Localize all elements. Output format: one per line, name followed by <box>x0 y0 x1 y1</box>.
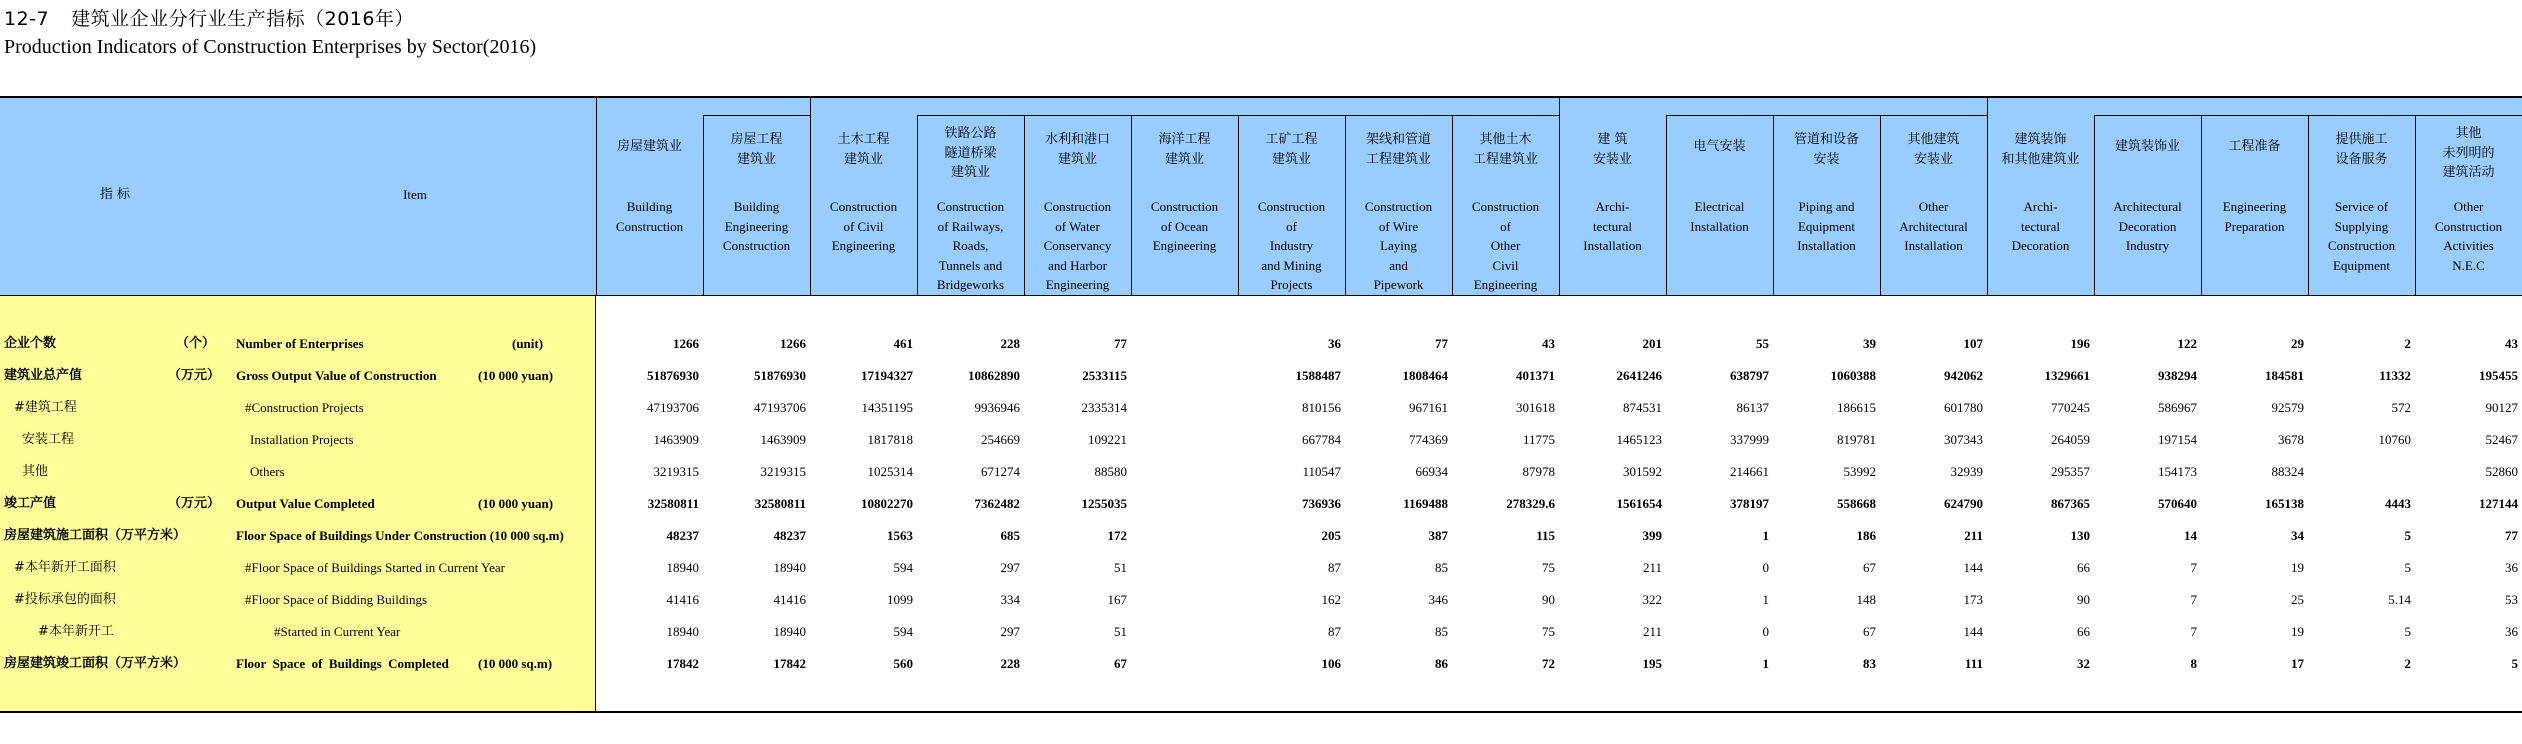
table-cell: 736936 <box>1302 496 1341 511</box>
column-header: 铁路公路 隧道桥梁 建筑业 Construction of Railways, Roads, Tunnels and Bridgeworks <box>936 126 1005 292</box>
table-cell: 201 <box>1642 336 1662 351</box>
table-cell: 18940 <box>773 624 806 639</box>
item-header: Item <box>403 187 427 202</box>
group-rule <box>2094 115 2522 116</box>
table-cell: 1099 <box>887 592 913 607</box>
table-cell: 186615 <box>1837 400 1876 415</box>
table-cell: 106 <box>1321 656 1341 671</box>
table-cell: 7 <box>2190 592 2197 607</box>
column-divider <box>1666 115 1667 295</box>
table-cell: 594 <box>893 624 913 639</box>
table-cell: 39 <box>1863 336 1876 351</box>
group-rule <box>917 115 1559 116</box>
table-cell: 67 <box>1863 560 1876 575</box>
group-rule <box>703 115 810 116</box>
table-cell: 19 <box>2291 624 2304 639</box>
table-cell: 53992 <box>1843 464 1876 479</box>
table-cell: 297 <box>1000 624 1020 639</box>
table-cell: 301592 <box>1623 464 1662 479</box>
column-divider <box>2201 115 2202 295</box>
table-cell: 154173 <box>2158 464 2197 479</box>
table-cell: 1025314 <box>867 464 913 479</box>
table-cell: 10862890 <box>968 368 1020 383</box>
table-cell: 7362482 <box>974 496 1020 511</box>
table-cell: 5 <box>2404 624 2411 639</box>
table-row <box>0 488 2522 520</box>
table-cell: 671274 <box>981 464 1020 479</box>
row-label-cn: 房屋建筑竣工面积（万平方米） <box>4 656 187 671</box>
table-cell: 228 <box>1000 336 1020 351</box>
table-cell: 594 <box>893 560 913 575</box>
table-cell: 3219315 <box>760 464 806 479</box>
table-row <box>0 424 2522 456</box>
table-cell: 938294 <box>2158 368 2197 383</box>
table-cell: 67 <box>1114 656 1127 671</box>
table-cell: 19 <box>2291 560 2304 575</box>
table-cell: 90 <box>1542 592 1555 607</box>
table-cell: 558668 <box>1837 496 1876 511</box>
row-label-en: #Floor Space of Bidding Buildings <box>245 592 427 607</box>
table-cell: 77 <box>1114 336 1127 351</box>
table-cell: 819781 <box>1837 432 1876 447</box>
column-divider <box>2094 115 2095 295</box>
table-cell: 211 <box>1642 624 1662 639</box>
table-cell: 254669 <box>981 432 1020 447</box>
row-label-en: Gross Output Value of Construction <box>236 368 437 383</box>
column-divider <box>703 115 704 295</box>
table-cell: 401371 <box>1516 368 1555 383</box>
table-cell: 67 <box>1863 624 1876 639</box>
table-cell: 172 <box>1107 528 1127 543</box>
table-cell: 8 <box>2190 656 2197 671</box>
table-cell: 51 <box>1114 624 1127 639</box>
table-cell: 162 <box>1321 592 1341 607</box>
table-cell: 5.14 <box>2388 592 2411 607</box>
table-cell: 83 <box>1863 656 1876 671</box>
table-cell: 11775 <box>1522 432 1555 447</box>
table-cell: 111 <box>1964 656 1983 671</box>
table-cell: 17842 <box>773 656 806 671</box>
table-cell: 3219315 <box>653 464 699 479</box>
table-cell: 17842 <box>666 656 699 671</box>
table-cell: 7 <box>2190 560 2197 575</box>
table-cell: 25 <box>2291 592 2304 607</box>
table-cell: 2533115 <box>1082 368 1127 383</box>
table-cell: 1465123 <box>1616 432 1662 447</box>
table-cell: 144 <box>1963 560 1983 575</box>
table-cell: 2641246 <box>1616 368 1662 383</box>
column-divider <box>2308 115 2309 295</box>
table-cell: 130 <box>2070 528 2090 543</box>
table-cell: 88324 <box>2271 464 2304 479</box>
table-cell: 52467 <box>2485 432 2518 447</box>
row-unit-cn: （万元） <box>168 368 221 383</box>
title-cn-text: 建筑业企业分行业生产指标（2016年） <box>71 8 414 30</box>
table-cell: 10802270 <box>861 496 913 511</box>
table-cell: 1255035 <box>1081 496 1127 511</box>
table-cell: 810156 <box>1302 400 1341 415</box>
table-cell: 1060388 <box>1830 368 1876 383</box>
table-cell: 32 <box>2077 656 2090 671</box>
table-cell: 86137 <box>1736 400 1769 415</box>
row-label-en: Others <box>250 464 285 479</box>
table-cell: 2335314 <box>1081 400 1127 415</box>
table-cell: 1329661 <box>2044 368 2090 383</box>
row-label-en: Number of Enterprises <box>236 336 364 351</box>
table-cell: 10760 <box>2378 432 2411 447</box>
table-cell: 638797 <box>1730 368 1769 383</box>
table-cell: 144 <box>1963 624 1983 639</box>
table-cell: 214661 <box>1730 464 1769 479</box>
table-cell: 1169488 <box>1403 496 1448 511</box>
table-cell: 32580811 <box>754 496 806 511</box>
row-label-cn: #建筑工程 <box>14 400 77 415</box>
table-cell: 0 <box>1762 560 1769 575</box>
table-cell: 1 <box>1762 656 1769 671</box>
table-cell: 387 <box>1428 528 1448 543</box>
column-header: 房屋建筑业 Building Construction <box>615 139 684 234</box>
column-header: 其他建筑 安装业 Other Architectural Installation <box>1899 132 1968 253</box>
table-cell: 47193706 <box>647 400 699 415</box>
table-cell: 1266 <box>673 336 699 351</box>
table-cell: 196 <box>2070 336 2090 351</box>
table-row <box>0 584 2522 616</box>
column-divider <box>596 97 597 295</box>
column-header: 房屋工程 建筑业 Building Engineering Construction <box>722 132 791 253</box>
column-divider <box>1987 97 1988 295</box>
table-cell: 107 <box>1963 336 1983 351</box>
column-header: 提供施工 设备服务 Service of Supplying Construction Equipment <box>2327 132 2396 273</box>
table-cell: 14351195 <box>861 400 913 415</box>
table-cell: 0 <box>1762 624 1769 639</box>
row-label-en: #Started in Current Year <box>274 624 401 639</box>
table-cell: 5 <box>2511 656 2518 671</box>
table-cell: 685 <box>1000 528 1020 543</box>
table-cell: 17194327 <box>861 368 913 383</box>
table-cell: 18940 <box>666 560 699 575</box>
table-cell: 66934 <box>1415 464 1448 479</box>
table-cell: 195 <box>1642 656 1662 671</box>
table-cell: 1463909 <box>760 432 806 447</box>
table-cell: 127144 <box>2479 496 2518 511</box>
column-header: 其他土木 工程建筑业 Construction of Other Civil Engineering <box>1471 132 1540 292</box>
row-label-cn: 建筑业总产值 <box>4 368 83 383</box>
table-cell: 770245 <box>2051 400 2090 415</box>
row-label-cn: 房屋建筑施工面积（万平方米） <box>4 528 187 543</box>
header-bottom-rule <box>0 295 2522 296</box>
table-cell: 624790 <box>1944 496 1983 511</box>
column-divider <box>1345 115 1346 295</box>
table-cell: 167 <box>1107 592 1127 607</box>
table-cell: 560 <box>893 656 913 671</box>
table-row <box>0 616 2522 648</box>
table-cell: 11332 <box>2379 368 2411 383</box>
column-divider <box>2415 115 2416 295</box>
row-unit-en: (unit) <box>512 336 544 351</box>
table-cell: 115 <box>1536 528 1555 543</box>
column-header: 其他 未列明的 建筑活动 Other Construction Activities N.E.C <box>2434 126 2503 273</box>
table-cell: 90127 <box>2485 400 2518 415</box>
table-cell: 195455 <box>2479 368 2518 383</box>
table-cell: 1266 <box>780 336 806 351</box>
column-divider <box>810 97 811 295</box>
indicator-header: 指 标 <box>99 187 131 202</box>
row-unit-cn: （万元） <box>168 496 221 511</box>
table-cell: 278329.6 <box>1506 496 1555 511</box>
table-number: 12-7 <box>4 8 50 30</box>
page-title-cn <box>4 4 414 31</box>
table-cell: 297 <box>1000 560 1020 575</box>
table-cell: 29 <box>2291 336 2304 351</box>
table-cell: 85 <box>1435 560 1448 575</box>
column-header: 建 筑 安装业 Archi- tectural Installation <box>1583 132 1642 253</box>
table-cell: 1808464 <box>1402 368 1448 383</box>
table-cell: 53 <box>2505 592 2518 607</box>
column-header: 架线和管道 工程建筑业 Construction of Wire Laying and Pipework <box>1364 132 1433 292</box>
table-cell: 87 <box>1328 560 1341 575</box>
table-cell: 346 <box>1428 592 1448 607</box>
row-label-en: #Floor Space of Buildings Started in Current Year <box>245 560 505 575</box>
table-cell: 43 <box>2505 336 2518 351</box>
table-cell: 572 <box>2391 400 2411 415</box>
table-cell: 197154 <box>2158 432 2197 447</box>
column-divider <box>1880 115 1881 295</box>
row-label-cn: #投标承包的面积 <box>14 592 116 607</box>
column-header: 建筑装饰 和其他建筑业 Archi- tectural Decoration <box>2001 132 2080 253</box>
table-cell: 87 <box>1328 624 1341 639</box>
table-cell: 867365 <box>2051 496 2090 511</box>
row-label-cn: 其他 <box>22 464 49 479</box>
table-cell: 18940 <box>773 560 806 575</box>
table-cell: 72 <box>1542 656 1555 671</box>
table-cell: 36 <box>2505 624 2518 639</box>
table-cell: 36 <box>1328 336 1341 351</box>
table-cell: 211 <box>1964 528 1983 543</box>
table-cell: 18940 <box>666 624 699 639</box>
table-row <box>0 520 2522 552</box>
table-cell: 87978 <box>1522 464 1555 479</box>
table-cell: 186 <box>1856 528 1876 543</box>
row-label-en: Floor Space of Buildings Under Construction (10 000 sq.m) <box>236 528 564 543</box>
table-cell: 1817818 <box>867 432 913 447</box>
table-cell: 295357 <box>2051 464 2090 479</box>
column-divider <box>917 115 918 295</box>
table-cell: 90 <box>2077 592 2090 607</box>
row-label-cn: 竣工产值 <box>4 496 57 511</box>
page-title-en: Production Indicators of Construction Enterprises by Sector(2016) <box>4 36 537 58</box>
table-cell: 399 <box>1642 528 1662 543</box>
row-unit-cn: （个） <box>176 336 216 351</box>
table-cell: 17 <box>2291 656 2304 671</box>
table-cell: 66 <box>2077 624 2090 639</box>
table-cell: 586967 <box>2158 400 2197 415</box>
table-cell: 34 <box>2291 528 2304 543</box>
table-cell: 77 <box>2505 528 2518 543</box>
table-cell: 41416 <box>773 592 806 607</box>
table-row <box>0 648 2522 680</box>
column-header: 建筑装饰业 Architectural Decoration Industry <box>2113 139 2182 253</box>
table-cell: 122 <box>2177 336 2197 351</box>
table-cell: 85 <box>1435 624 1448 639</box>
table-bottom-rule <box>0 711 2522 713</box>
column-header: 工程准备 Engineering Preparation <box>2222 139 2287 234</box>
table-cell: 205 <box>1321 528 1341 543</box>
row-label-en: #Construction Projects <box>245 400 364 415</box>
table-cell: 88580 <box>1094 464 1127 479</box>
table-cell: 228 <box>1000 656 1020 671</box>
table-cell: 32580811 <box>647 496 699 511</box>
table-cell: 3678 <box>2278 432 2304 447</box>
table-cell: 148 <box>1856 592 1876 607</box>
table-cell: 110547 <box>1302 464 1341 479</box>
row-label-en: Installation Projects <box>250 432 354 447</box>
table-cell: 165138 <box>2265 496 2304 511</box>
table-cell: 77 <box>1435 336 1448 351</box>
group-rule <box>1666 115 1987 116</box>
table-cell: 774369 <box>1409 432 1448 447</box>
table-cell: 52860 <box>2485 464 2518 479</box>
table-cell: 184581 <box>2265 368 2304 383</box>
row-label-cn: #本年新开工面积 <box>14 560 116 575</box>
table-cell: 1561654 <box>1616 496 1662 511</box>
table-cell: 173 <box>1963 592 1983 607</box>
table-cell: 66 <box>2077 560 2090 575</box>
column-header: 土木工程 建筑业 Construction of Civil Engineering <box>829 132 898 253</box>
table-cell: 264059 <box>2051 432 2090 447</box>
column-divider <box>1131 115 1132 295</box>
table-cell: 92579 <box>2271 400 2304 415</box>
row-label-en: Output Value Completed <box>236 496 375 511</box>
row-unit-en: (10 000 sq.m) <box>478 656 553 671</box>
table-cell: 36 <box>2505 560 2518 575</box>
table-cell: 55 <box>1756 336 1769 351</box>
table-cell: 47193706 <box>754 400 806 415</box>
column-divider <box>1024 115 1025 295</box>
table-cell: 75 <box>1542 624 1555 639</box>
row-label-cn: 安装工程 <box>22 432 75 447</box>
table-cell: 337999 <box>1730 432 1769 447</box>
table-cell: 307343 <box>1944 432 1983 447</box>
column-divider <box>1559 97 1560 295</box>
column-header: 海洋工程 建筑业 Construction of Ocean Engineering <box>1150 132 1219 253</box>
table-cell: 109221 <box>1088 432 1127 447</box>
table-cell: 32939 <box>1950 464 1983 479</box>
column-divider <box>1452 115 1453 295</box>
table-cell: 75 <box>1542 560 1555 575</box>
table-cell: 1588487 <box>1295 368 1341 383</box>
table-cell: 942062 <box>1944 368 1983 383</box>
table-cell: 51 <box>1114 560 1127 575</box>
table-cell: 967161 <box>1409 400 1448 415</box>
table-cell: 5 <box>2404 528 2411 543</box>
table-row <box>0 360 2522 392</box>
table-cell: 461 <box>893 336 913 351</box>
table-cell: 4443 <box>2385 496 2411 511</box>
table-cell: 2 <box>2404 656 2411 671</box>
table-cell: 5 <box>2404 560 2411 575</box>
column-header: 工矿工程 建筑业 Construction of Industry and Mining Projects <box>1257 132 1326 292</box>
table-row <box>0 328 2522 360</box>
header-top-rule <box>0 96 2522 98</box>
table-cell: 334 <box>1000 592 1020 607</box>
column-divider <box>1238 115 1239 295</box>
table-cell: 1563 <box>887 528 913 543</box>
table-cell: 51876930 <box>754 368 806 383</box>
table-cell: 14 <box>2184 528 2197 543</box>
table-cell: 874531 <box>1623 400 1662 415</box>
table-cell: 322 <box>1642 592 1662 607</box>
column-header: 电气安装 Electrical Installation <box>1690 139 1749 234</box>
table-cell: 570640 <box>2158 496 2197 511</box>
row-label-cn: 企业个数 <box>4 336 57 351</box>
table-cell: 9936946 <box>974 400 1020 415</box>
table-cell: 51876930 <box>647 368 699 383</box>
column-header: 水利和港口 建筑业 Construction of Water Conservancy and Harbor Engineering <box>1043 132 1112 292</box>
table-cell: 7 <box>2190 624 2197 639</box>
table-cell: 1 <box>1762 528 1769 543</box>
table-row <box>0 456 2522 488</box>
table-cell: 1463909 <box>653 432 699 447</box>
table-cell: 48237 <box>666 528 699 543</box>
table-row <box>0 552 2522 584</box>
table-cell: 301618 <box>1516 400 1555 415</box>
table-cell: 48237 <box>773 528 806 543</box>
column-header: 管道和设备 安装 Piping and Equipment Installation <box>1793 132 1859 253</box>
label-column-divider <box>595 296 596 711</box>
row-label-en: Floor Space of Buildings Completed <box>236 656 449 671</box>
table-cell: 41416 <box>666 592 699 607</box>
table-cell: 1 <box>1762 592 1769 607</box>
table-cell: 667784 <box>1302 432 1341 447</box>
table-cell: 211 <box>1642 560 1662 575</box>
row-unit-en: (10 000 yuan) <box>478 496 554 511</box>
table-cell: 86 <box>1435 656 1448 671</box>
table-cell: 378197 <box>1730 496 1769 511</box>
table-cell: 601780 <box>1944 400 1983 415</box>
table-cell: 2 <box>2404 336 2411 351</box>
row-label-cn: #本年新开工 <box>38 624 114 639</box>
row-unit-en: (10 000 yuan) <box>478 368 554 383</box>
table-row <box>0 392 2522 424</box>
column-divider <box>1773 115 1774 295</box>
table-cell: 43 <box>1542 336 1555 351</box>
